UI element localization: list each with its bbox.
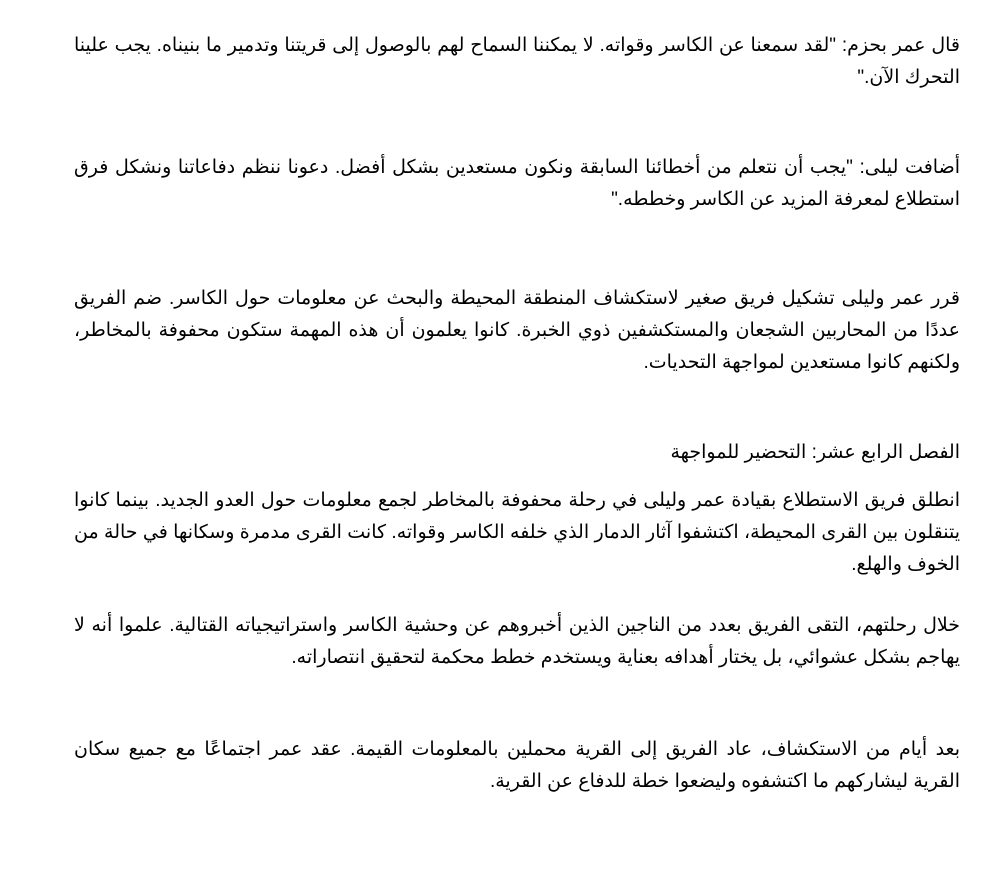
paragraph-survivors: خلال رحلتهم، التقى الفريق بعدد من الناجين الذين أخبروهم عن وحشية الكاسر واستراتيجياته القتالية. علموا أنه لا يهاجم بشكل عشوائي، بل يختار أهدافه بعناية ويستخدم خطط محكمة لتحقيق انتصاراته. bbox=[74, 615, 960, 668]
paragraph-return: بعد أيام من الاستكشاف، عاد الفريق إلى القرية محملين بالمعلومات القيمة. عقد عمر اجتماعًا مع جميع سكان القرية ليشاركهم ما اكتشفوه وليضعوا خطة للدفاع عن القرية. bbox=[74, 739, 960, 792]
paragraph-team-formation: قرر عمر وليلى تشكيل فريق صغير لاستكشاف المنطقة المحيطة والبحث عن معلومات حول الكاسر. ضم الفريق عددًا من المحاربين الشجعان والمستكشفين ذوي الخبرة. كانوا يعلمون أن هذه المهمة ستكون محفوفة بالمخاطر، ولكنهم كانوا مستعدين لمواجهة التحديات. bbox=[74, 288, 960, 373]
paragraph-recon-journey: انطلق فريق الاستطلاع بقيادة عمر وليلى في رحلة محفوفة بالمخاطر لجمع معلومات حول العدو الجديد. بينما كانوا يتنقلون بين القرى المحيطة، اكتشفوا آثار الدمار الذي خلفه الكاسر وقواته. كانت القرى مدمرة وسكانها في حالة من الخوف والهلع. bbox=[74, 490, 960, 575]
paragraph-layla-speech: أضافت ليلى: "يجب أن نتعلم من أخطائنا السابقة ونكون مستعدين بشكل أفضل. دعونا ننظم دفاعاتنا ونشكل فرق استطلاع لمعرفة المزيد عن الكاسر وخططه." bbox=[74, 157, 960, 210]
chapter-heading: الفصل الرابع عشر: التحضير للمواجهة bbox=[670, 442, 960, 463]
paragraph-omar-speech: قال عمر بحزم: "لقد سمعنا عن الكاسر وقواته. لا يمكننا السماح لهم بالوصول إلى قريتنا وتدمير ما بنيناه. يجب علينا التحرك الآن." bbox=[74, 35, 960, 88]
